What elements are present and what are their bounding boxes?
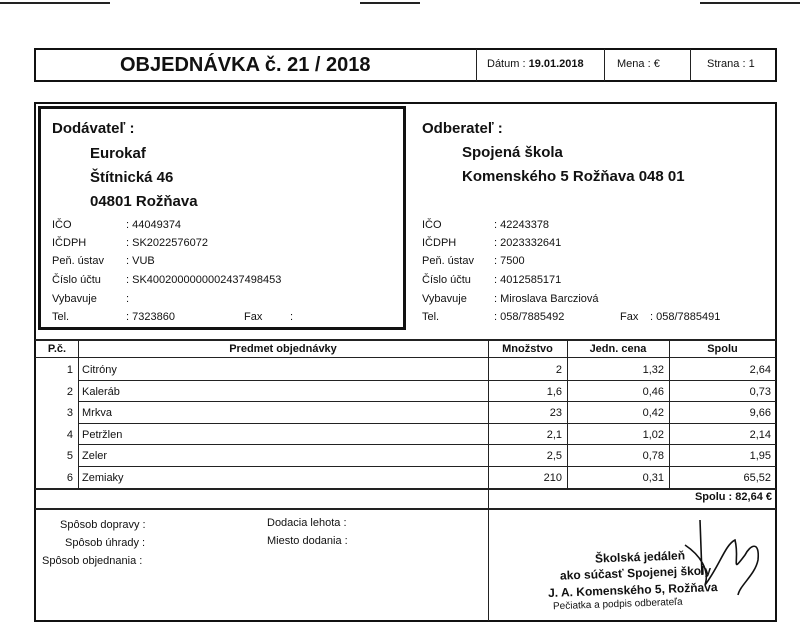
customer-ico: : 42243378 [494, 219, 550, 231]
customer-name: Spojená škola [462, 144, 563, 161]
supplier-fax-label: Fax [244, 311, 263, 323]
header-no: P.č. [47, 343, 67, 355]
date-label: Dátum : [487, 58, 526, 70]
top-edge-line-right [700, 2, 800, 4]
row-unit-price: 0,31 [642, 472, 664, 484]
supplier-account: : SK4002000000002437498453 [126, 274, 282, 286]
supplier-icdph: : SK2022576072 [126, 237, 208, 249]
customer-bank-label: Peň. ústav [422, 255, 474, 267]
row-total: 1,95 [749, 450, 771, 463]
page-value: 1 [748, 58, 755, 70]
stamp-line-2: ako súčasť Spojenej školy [559, 563, 712, 583]
customer-account: : 4012585171 [494, 274, 562, 286]
supplier-tel-label: Tel. [52, 311, 70, 323]
customer-fax: : 058/7885491 [650, 311, 721, 323]
customer-address: Komenského 5 Rožňava 048 01 [462, 168, 685, 185]
delivery-period-label: Dodacia lehota : [267, 517, 347, 529]
supplier-ico: : 44049374 [126, 219, 182, 231]
ordering-label: Spôsob objednania : [42, 555, 143, 567]
row-unit-price: 1,02 [642, 428, 664, 441]
supplier-name: Eurokaf [90, 145, 146, 162]
sum-row [672, 491, 772, 503]
row-no: 6 [66, 472, 73, 484]
row-no: 5 [66, 450, 73, 463]
table-bottom-line [35, 488, 776, 490]
customer-tel: : 058/7885492 [494, 311, 565, 323]
row-item: Kaleráb [82, 385, 120, 398]
supplier-city: 04801 Rožňava [90, 193, 198, 210]
customer-handler: : Miroslava Barcziová [494, 293, 599, 305]
sum-value: 82,64 € [735, 491, 772, 503]
row-unit-price: 1,32 [642, 364, 664, 376]
row-qty: 2,5 [546, 450, 562, 463]
top-edge-line-mid [360, 2, 420, 4]
page-label: Strana : [707, 58, 746, 70]
row-total: 2,64 [749, 364, 771, 376]
row-unit-price: 0,78 [642, 450, 664, 463]
row-item: Zemiaky [82, 472, 124, 484]
table-row [35, 466, 776, 488]
row-qty: 2 [555, 364, 562, 376]
transport-label: Spôsob dopravy : [60, 519, 146, 531]
supplier-ico-label: IČO [52, 219, 72, 231]
supplier-fax: : [290, 311, 294, 323]
supplier-heading: Dodávateľ : [52, 120, 135, 137]
table-row [35, 423, 776, 445]
supplier-handler-label: Vybavuje [52, 293, 97, 305]
header-divider-1 [476, 49, 477, 81]
table-row [35, 444, 776, 466]
supplier-bank-label: Peň. ústav [52, 255, 104, 267]
supplier-account-label: Číslo účtu [52, 274, 101, 286]
signature [680, 515, 780, 605]
header-qty: Množstvo [502, 343, 553, 355]
table-row [35, 401, 776, 423]
row-qty: 2,1 [546, 428, 562, 441]
header-unit-price: Jedn. cena [589, 343, 647, 355]
row-no: 1 [66, 364, 73, 376]
customer-ico-label: IČO [422, 219, 442, 231]
row-total: 2,14 [749, 428, 771, 441]
customer-account-label: Číslo účtu [422, 274, 471, 286]
supplier-handler: : [126, 293, 130, 305]
row-item: Zeler [82, 450, 108, 463]
supplier-tel: : 7323860 [126, 311, 175, 323]
customer-icdph-label: IČDPH [422, 237, 457, 249]
currency-value: € [653, 58, 660, 70]
header-total: Spolu [707, 343, 738, 355]
row-no: 2 [66, 385, 73, 398]
row-no: 4 [66, 428, 73, 441]
row-no: 3 [66, 407, 73, 420]
customer-heading: Odberateľ : [422, 120, 503, 137]
table-top-line [35, 339, 776, 341]
row-item: Petržlen [82, 428, 123, 441]
row-qty: 210 [543, 472, 562, 484]
stamp-line-3: J. A. Komenského 5, Rožňava [547, 580, 718, 600]
currency-label: Mena : [617, 58, 651, 70]
top-edge-line-left [0, 2, 110, 4]
row-qty: 23 [549, 407, 562, 420]
document-title: OBJEDNÁVKA č. 21 / 2018 [120, 54, 371, 76]
footer-divider [488, 509, 489, 621]
header-divider-3 [690, 49, 691, 81]
stamp-caption: Pečiatka a podpis odberateľa [552, 596, 683, 613]
customer-fax-label: Fax [620, 311, 639, 323]
customer-bank: : 7500 [494, 255, 525, 267]
row-total: 65,52 [743, 472, 771, 484]
supplier-street: Štítnická 46 [90, 169, 174, 186]
row-item: Citróny [82, 364, 117, 376]
customer-handler-label: Vybavuje [422, 293, 467, 305]
delivery-place-label: Miesto dodania : [267, 535, 348, 547]
supplier-icdph-label: IČDPH [52, 237, 87, 249]
customer-icdph: : 2023332641 [494, 237, 562, 249]
table-row [35, 358, 776, 380]
row-unit-price: 0,42 [642, 407, 664, 420]
customer-tel-label: Tel. [422, 311, 440, 323]
supplier-bank: : VUB [126, 255, 155, 267]
header-divider-2 [604, 49, 605, 81]
row-item: Mrkva [82, 407, 112, 420]
sum-label: Spolu : [694, 491, 733, 503]
row-qty: 1,6 [546, 385, 562, 398]
date-value: 19.01.2018 [528, 58, 584, 70]
payment-label: Spôsob úhrady : [65, 537, 146, 549]
row-unit-price: 0,46 [642, 385, 664, 398]
stamp-line-1: Školská jedáleň [594, 548, 686, 566]
header-item: Predmet objednávky [229, 343, 337, 355]
footer-top-line [35, 508, 776, 510]
table-row [35, 380, 776, 402]
row-total: 9,66 [749, 407, 771, 420]
row-total: 0,73 [749, 385, 771, 398]
